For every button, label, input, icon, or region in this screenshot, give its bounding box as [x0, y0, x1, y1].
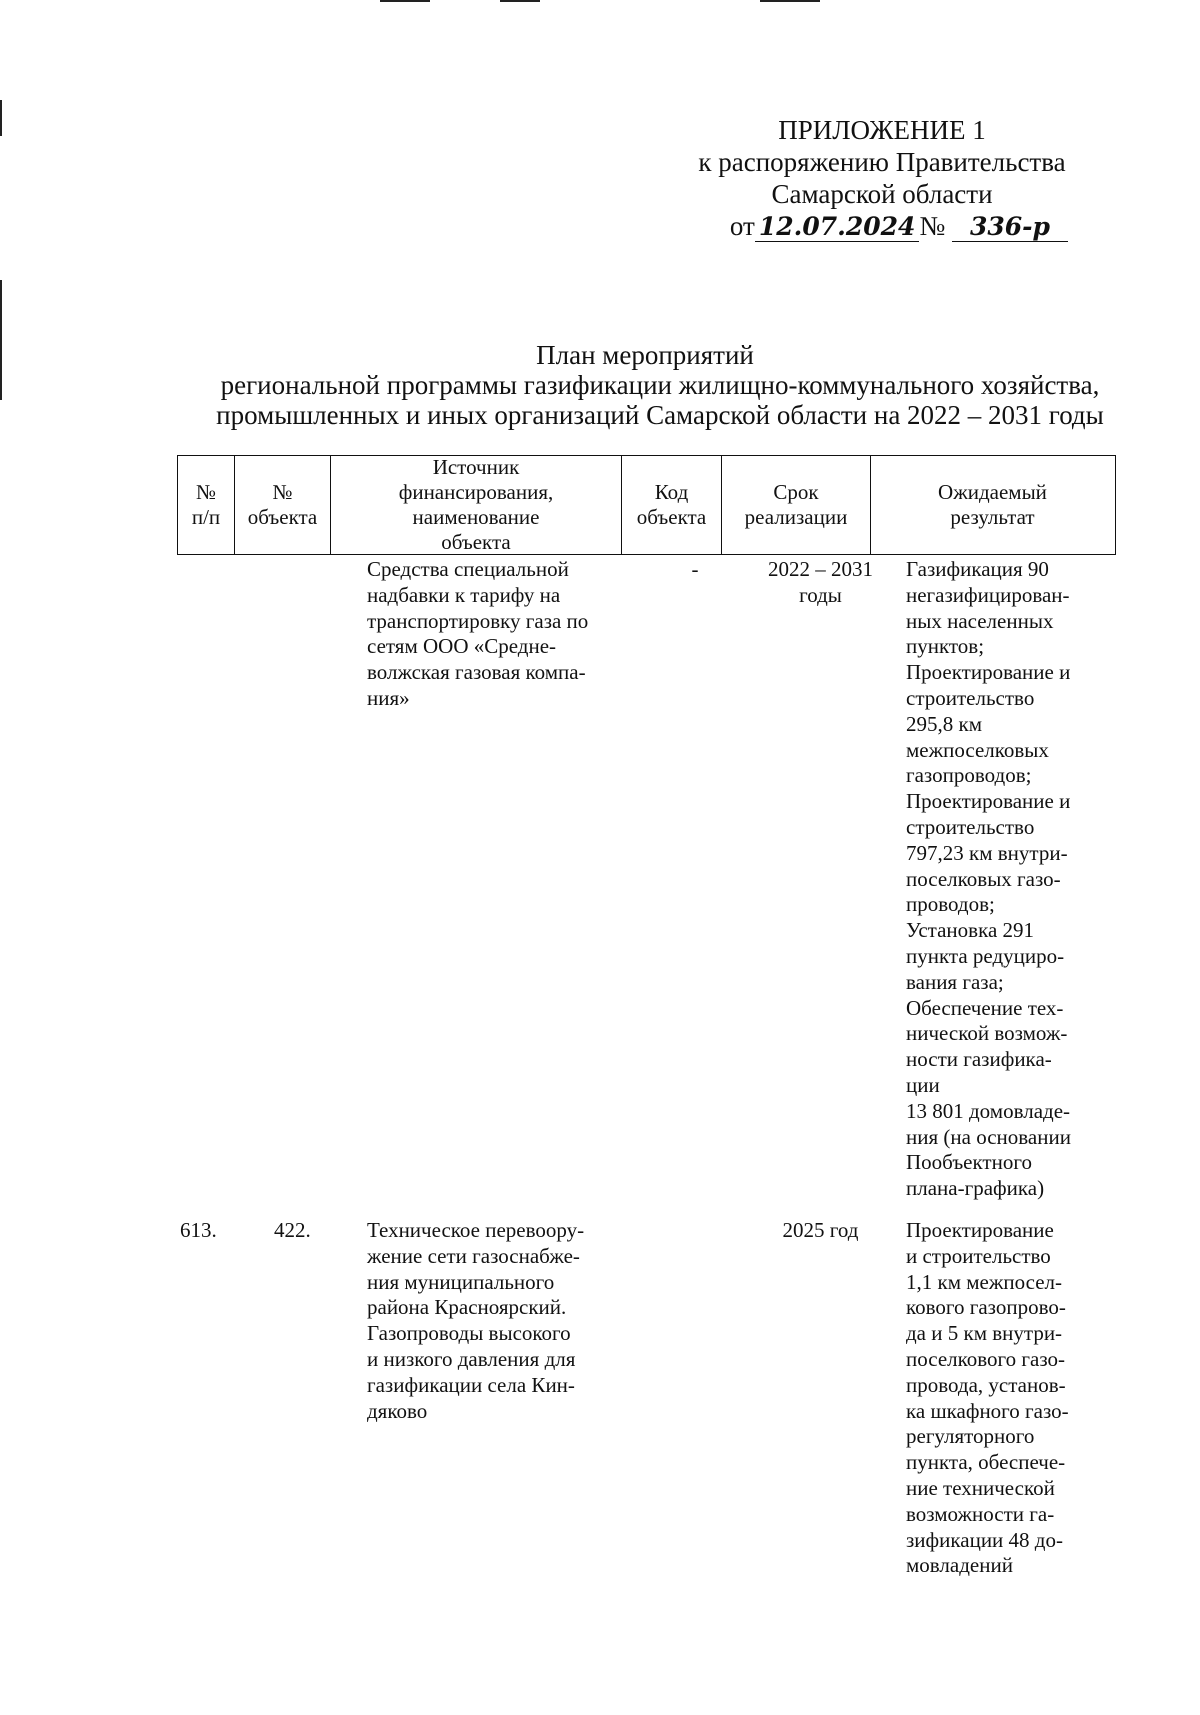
row-1-source: [367, 557, 637, 712]
header-text: наименование: [412, 505, 540, 529]
document-title: [0, 340, 1200, 430]
title-line-2: региональной программы газификации жилищно-коммунального хозяйства,: [220, 370, 1100, 400]
header-expected-result: [871, 456, 1114, 554]
cell-text-line: ции: [906, 1072, 940, 1097]
cell-text-line: негазифицирован-: [906, 582, 1070, 607]
header-text: Код: [654, 480, 689, 504]
header-text: объекта: [247, 505, 318, 529]
cell-text-line: пункта, обеспече-: [906, 1450, 1066, 1475]
cell-text-line: Газификация 90: [906, 557, 1049, 581]
cell-text-line: ка шкафного газо-: [906, 1398, 1069, 1423]
header-text: финансирования,: [398, 480, 554, 504]
cell-text-line: Пообъектного: [906, 1150, 1032, 1175]
header-row-number: [178, 456, 235, 554]
cell-text-line: Проектирование и: [906, 660, 1071, 685]
header-term: [722, 456, 871, 554]
cell-text-line: плана-графика): [906, 1176, 1045, 1201]
row-1-result: [906, 557, 1116, 1202]
header-text: п/п: [191, 505, 221, 529]
cell-text-line: 13 801 домовладе-: [906, 1098, 1071, 1123]
header-text: реализации: [744, 505, 848, 529]
cell-text-line: Газопроводы высокого: [367, 1321, 571, 1346]
cell-text-line: сетям ООО «Средне-: [367, 634, 557, 659]
cell-text-line: Проектирование и: [906, 789, 1071, 814]
header-text: объекта: [441, 530, 511, 554]
cell-text-line: газопроводов;: [906, 763, 1032, 788]
header-text: Срок: [773, 480, 819, 504]
header-text: №: [272, 480, 293, 504]
cell-text-line: 2022 – 2031: [768, 557, 873, 581]
row-2-object-number: 422.: [274, 1218, 311, 1242]
cell-text-line: пункта редуциро-: [906, 943, 1065, 968]
scan-top-mark: [500, 0, 540, 2]
appendix-region: Самарской области: [771, 179, 993, 209]
cell-text-line: годы: [799, 582, 842, 607]
cell-text-line: дяково: [367, 1398, 428, 1423]
cell-text-line: Установка 291: [906, 918, 1035, 943]
cell-text-line: 1,1 км межпосел-: [906, 1269, 1062, 1294]
cell-text-line: строительство: [906, 685, 1035, 710]
appendix-label: ПРИЛОЖЕНИЕ 1: [778, 115, 986, 145]
cell-text-line: пунктов;: [906, 634, 985, 659]
cell-text-line: поселковых газо-: [906, 866, 1061, 891]
cell-text-line: района Красноярский.: [367, 1295, 567, 1320]
cell-text-line: ния муниципального: [367, 1269, 555, 1294]
cell-text-line: транспортировку газа по: [367, 608, 589, 633]
cell-text-line: да и 5 км внутри-: [906, 1321, 1063, 1346]
order-date-number-line: [652, 210, 1112, 243]
cell-text-line: Средства специальной: [367, 557, 569, 581]
header-object-code: [622, 456, 722, 554]
row-2-term: [752, 1218, 889, 1244]
row-2-number: 613.: [180, 1218, 217, 1242]
header-text: объекта: [636, 505, 707, 529]
cell-text-line: 295,8 км: [906, 711, 982, 736]
cell-text-line: волжская газовая компа-: [367, 660, 586, 685]
cell-text-line: ние технической: [906, 1475, 1055, 1500]
row-2-source: [367, 1218, 637, 1424]
row-1-code: -: [691, 557, 699, 581]
header-text: Источник: [432, 455, 520, 479]
cell-text-line: Обеспечение тех-: [906, 995, 1064, 1020]
cell-text-line: газификации села Кин-: [367, 1372, 575, 1397]
cell-text-line: зификации 48 до-: [906, 1527, 1063, 1552]
table-header: [177, 455, 1116, 555]
handwritten-date: 12.07.2024: [755, 212, 920, 242]
cell-text-line: 797,23 км внутри-: [906, 840, 1068, 865]
scan-top-mark: [760, 0, 820, 2]
cell-text-line: нической возмож-: [906, 1021, 1068, 1046]
cell-text-line: ных населенных: [906, 608, 1054, 633]
cell-text-line: возможности га-: [906, 1501, 1055, 1526]
cell-text-line: надбавки к тарифу на: [367, 582, 561, 607]
cell-text-line: провода, установ-: [906, 1372, 1066, 1397]
header-text: Ожидаемый: [938, 480, 1047, 504]
row-1-term: [752, 557, 889, 609]
cell-text-line: жение сети газоснабже-: [367, 1243, 580, 1268]
appendix-to-order: к распоряжению Правительства: [698, 147, 1066, 177]
header-text: результат: [950, 505, 1035, 529]
cell-text-line: ности газифика-: [906, 1047, 1052, 1072]
cell-text-line: проводов;: [906, 892, 995, 917]
from-prefix: от: [729, 211, 755, 241]
handwritten-order-number: 336-р: [952, 212, 1068, 242]
title-line-3: промышленных и иных организаций Самарской области на 2022 – 2031 годы: [216, 400, 1104, 430]
cell-text-line: кового газопрово-: [906, 1295, 1066, 1320]
cell-text-line: строительство: [906, 814, 1035, 839]
row-2-result: [906, 1218, 1116, 1579]
cell-text-line: поселкового газо-: [906, 1346, 1065, 1371]
cell-text-line: вания газа;: [906, 969, 1004, 994]
cell-text-line: Проектирование: [906, 1218, 1054, 1242]
scan-top-mark: [380, 0, 430, 2]
cell-text-line: Техническое перевоору-: [367, 1218, 585, 1242]
cell-text-line: межпоселковых: [906, 737, 1049, 762]
header-text: №: [195, 480, 217, 504]
cell-text-line: и низкого давления для: [367, 1346, 576, 1371]
cell-text-line: регуляторного: [906, 1424, 1035, 1449]
cell-text-line: и строительство: [906, 1243, 1051, 1268]
title-line-1: План мероприятий: [536, 340, 754, 370]
cell-text-line: ния (на основании: [906, 1124, 1071, 1149]
cell-text-line: 2025 год: [782, 1218, 859, 1242]
cell-text-line: мовладений: [906, 1553, 1013, 1578]
header-funding-source: [331, 456, 622, 554]
header-object-number: [235, 456, 331, 554]
appendix-header: [652, 114, 1112, 243]
cell-text-line: ния»: [367, 685, 410, 710]
scan-edge-mark: [0, 100, 2, 136]
number-prefix: №: [919, 211, 946, 241]
